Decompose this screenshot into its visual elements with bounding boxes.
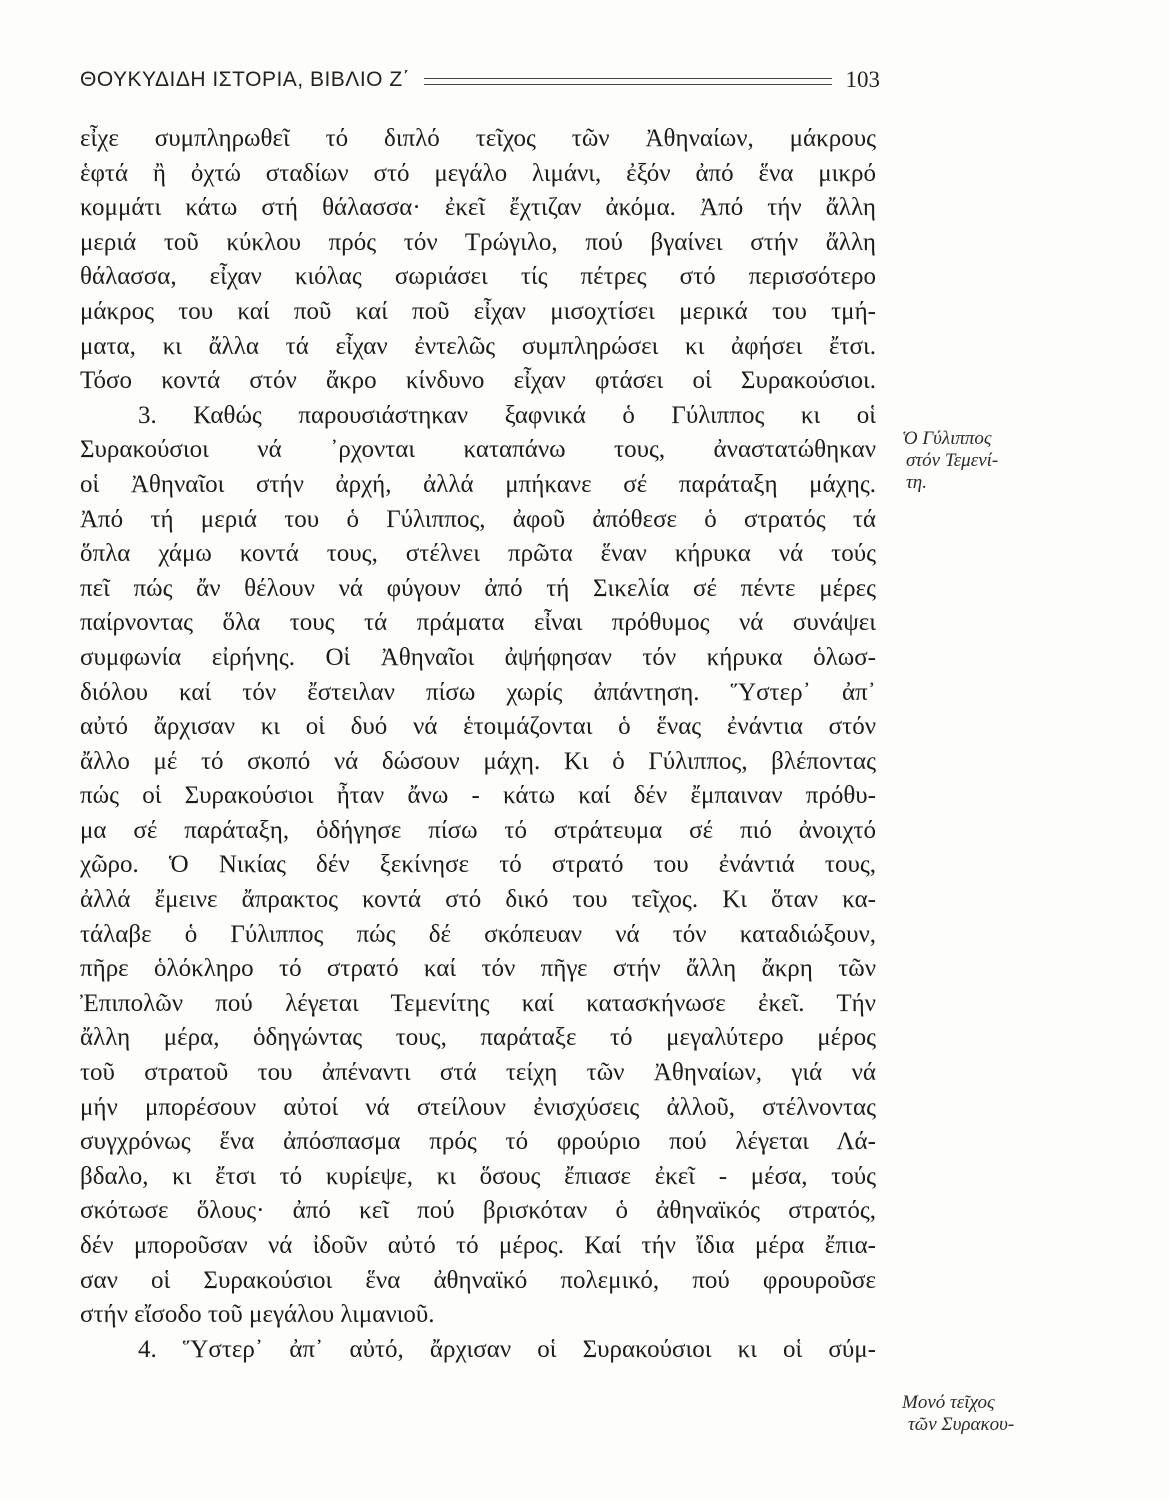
text-line: δέν μποροῦσαν νά ἰδοῦν αὐτό τό μέρος. Καί τήν ἴδια μέρα ἔπια- (80, 1232, 876, 1259)
text-line: βδαλο, κι ἔτσι τό κυρίεψε, κι ὅσους ἔπιασε ἐκεῖ - μέσα, τούς (80, 1162, 876, 1190)
text-line: Ἀπό τή μεριά του ὁ Γύλιππος, ἀφοῦ ἀπόθεσε ὁ στρατός τά (80, 505, 876, 533)
text-line: οἱ Ἀθηναῖοι στήν ἀρχή, ἀλλά μπήκανε σέ παράταξη μάχης. (80, 470, 876, 498)
text-line: σκότωσε ὅλους· ἀπό κεῖ πού βρισκόταν ὁ ἀθηναϊκός στρατός, (80, 1197, 876, 1225)
text-line: χῶρο. Ὁ Νικίας δέν ξεκίνησε τό στρατό του ἐνάντιά τους, (80, 851, 876, 879)
text-line: Συρακούσιοι νά ᾽ρχονται καταπάνω τους, ἀναστατώθηκαν (80, 436, 876, 464)
text-line: ἀλλά ἔμεινε ἄπρακτος κοντά στό δικό του τεῖχος. Κι ὅταν κα- (80, 886, 876, 914)
page-number: 103 (845, 67, 880, 92)
text-line: σαν οἱ Συρακούσιοι ἕνα ἀθηναϊκό πολεμικό, πού φρουροῦσε (80, 1266, 876, 1294)
text-line: τοῦ στρατοῦ του ἀπέναντι στά τείχη τῶν Ἀθηναίων, γιά νά (80, 1059, 876, 1087)
paragraph-start-3: 3. Καθώς παρουσιάστηκαν ξαφνικά ὁ Γύλιππος κι οἱ (138, 401, 876, 429)
main-text (80, 122, 876, 1367)
text-line: ὅπλα χάμω κοντά τους, στέλνει πρῶτα ἕναν κήρυκα νά τούς (80, 540, 876, 568)
text-line: Τόσο κοντά στόν ἄκρο κίνδυνο εἶχαν φτάσει οἱ Συρακούσιοι. (80, 367, 876, 395)
text-line: μήν μπορέσουν αὐτοί νά στείλουν ἐνισχύσεις ἀλλοῦ, στέλνοντας (80, 1093, 876, 1121)
text-line-last: στήν εἴσοδο τοῦ μεγάλου λιμανιοῦ. (80, 1301, 435, 1329)
text-line: ἄλλο μέ τό σκοπό νά δώσουν μάχη. Κι ὁ Γύλιππος, βλέποντας (80, 747, 876, 775)
text-line: μεριά τοῦ κύκλου πρός τόν Τρώγιλο, πού βγαίνει στήν ἄλλη (80, 228, 876, 256)
text-line: ἑφτά ἢ ὀχτώ σταδίων στό μεγάλο λιμάνι, ἐξόν ἀπό ἕνα μικρό (80, 159, 876, 187)
text-line: Ἐπιπολῶν πού λέγεται Τεμενίτης καί κατασκήνωσε ἐκεῖ. Τήν (80, 989, 876, 1017)
margin-note-line: στόν Τεμενί- (906, 450, 999, 471)
text-line: αὐτό ἄρχισαν κι οἱ δυό νά ἑτοιμάζονται ὁ ἕνας ἐνάντια στόν (80, 713, 876, 741)
text-line: κομμάτι κάτω στή θάλασσα· ἐκεῖ ἔχτιζαν ἀκόμα. Ἀπό τήν ἄλλη (80, 194, 876, 222)
text-line: συγχρόνως ἕνα ἀπόσπασμα πρός τό φρούριο πού λέγεται Λά- (80, 1128, 876, 1156)
margin-note-line: τη. (906, 472, 927, 493)
margin-note-wall (902, 1392, 1052, 1436)
header-rule (424, 78, 831, 85)
text-line: διόλου καί τόν ἔστειλαν πίσω χωρίς ἀπάντηση. Ὕστερ᾽ ἀπ᾽ (80, 678, 876, 706)
text-line: μάκρος του καί ποῦ καί ποῦ εἶχαν μισοχτίσει μερικά του τμή- (80, 297, 876, 325)
margin-note-line: τῶν Συρακου- (908, 1414, 1015, 1435)
text-line: πώς οἱ Συρακούσιοι ἦταν ἄνω - κάτω καί δέν ἔμπαιναν πρόθυ- (80, 782, 876, 810)
text-line: τάλαβε ὁ Γύλιππος πώς δέ σκόπευαν νά τόν καταδιώξουν, (80, 920, 876, 948)
text-line: μα σέ παράταξη, ὁδήγησε πίσω τό στράτευμα σέ πιό ἀνοιχτό (80, 816, 876, 844)
margin-note-line: Ὁ Γύλιππος (902, 428, 992, 449)
running-header (80, 62, 880, 98)
text-line: θάλασσα, εἶχαν κιόλας σωριάσει τίς πέτρες στό περισσότερο (80, 263, 876, 291)
text-line: παίρνοντας ὅλα τους τά πράματα εἶναι πρόθυμος νά συνάψει (80, 609, 876, 637)
text-line: πεῖ πώς ἄν θέλουν νά φύγουν ἀπό τή Σικελία σέ πέντε μέρες (80, 574, 876, 602)
text-line: συμφωνία εἰρήνης. Οἱ Ἀθηναῖοι ἀψήφησαν τόν κήρυκα ὁλωσ- (80, 643, 876, 671)
paragraph-start-4: 4. Ὕστερ᾽ ἀπ᾽ αὐτό, ἄρχισαν οἱ Συρακούσιοι κι οἱ σύμ- (138, 1335, 876, 1363)
text-line: πῆρε ὁλόκληρο τό στρατό καί τόν πῆγε στήν ἄλλη ἄκρη τῶν (80, 955, 876, 983)
text-line: ματα, κι ἄλλα τά εἶχαν ἐντελῶς συμπληρώσει κι ἀφήσει ἔτσι. (80, 332, 876, 360)
running-title: ΘΟΥΚΥΔΙΔΗ ΙΣΤΟΡΙΑ, ΒΙΒΛΙΟ Ζ΄ (80, 68, 411, 91)
margin-note-gylippus (902, 428, 1052, 494)
text-line: εἶχε συμπληρωθεῖ τό διπλό τεῖχος τῶν Ἀθηναίων, μάκρους (80, 125, 876, 152)
text-line: ἄλλη μέρα, ὁδηγώντας τους, παράταξε τό μεγαλύτερο μέρος (80, 1024, 876, 1052)
margin-note-line: Μονό τεῖχος (902, 1392, 995, 1413)
